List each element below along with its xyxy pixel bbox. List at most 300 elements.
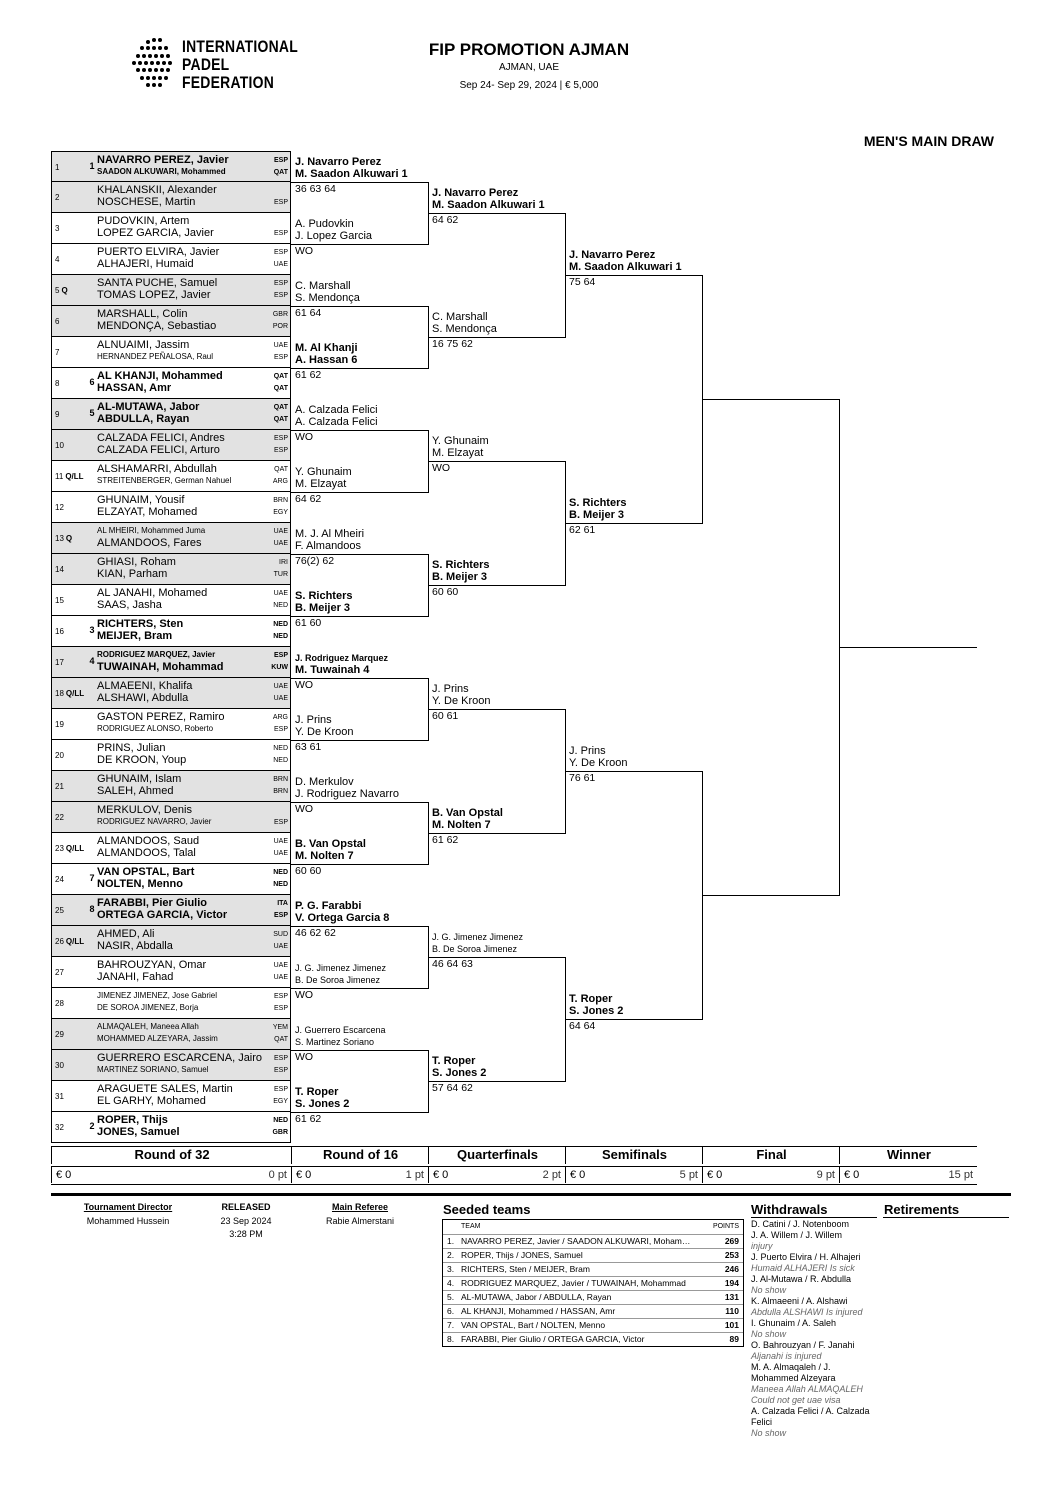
r16-winner-player-2: Y. De Kroon [295, 726, 354, 738]
player-1-country: QAT [274, 466, 288, 473]
r16-winner-player-2: J. Rodriguez Navarro [295, 788, 399, 800]
seed-rank: 7. [447, 1320, 455, 1330]
seed-rank: 2. [447, 1250, 455, 1260]
player-2-name: MENDONÇA, Sebastiao [97, 320, 217, 332]
entry-number: 18 Q/LL [55, 688, 85, 698]
withdrawal-item [751, 1230, 879, 1252]
round-header: Semifinals [565, 1147, 703, 1164]
entry-number: 9 [55, 409, 60, 419]
seed-number: 3 [89, 625, 95, 635]
seed-team: AL KHANJI, Mohammed / HASSAN, Amr [461, 1306, 616, 1316]
player-1-name: RODRIGUEZ MARQUEZ, Javier [97, 650, 216, 659]
player-2-name: EL GARHY, Mohamed [97, 1095, 206, 1107]
player-1-country: ESP [273, 157, 288, 164]
seeded-teams-title: Seeded teams [443, 1202, 531, 1217]
withdrawal-reason: Abdulla ALSHAWI Is injured [751, 1307, 863, 1317]
r16-winner-player-1: A. Calzada Felici [295, 404, 378, 416]
player-2-name: DE KROON, Youp [97, 754, 187, 766]
player-1-country: IRI [279, 559, 288, 566]
player-2-name: ALHAJERI, Humaid [97, 258, 194, 270]
player-2-country: EGY [273, 509, 288, 516]
qf-winner-player-2: B. Meijer 3 [432, 571, 488, 583]
round-header: Quarterfinals [428, 1147, 566, 1164]
r16-line [291, 182, 428, 183]
player-1-country: ESP [273, 249, 288, 256]
draw-entry [51, 585, 291, 616]
sf-winner-player-1: J. Prins [569, 745, 606, 757]
player-2-country: TUR [273, 571, 288, 578]
draw-entry [51, 523, 291, 554]
draw-entry [51, 337, 291, 368]
round-points: 2 pt [542, 1169, 561, 1181]
sf-winner-player-2: Y. De Kroon [569, 757, 628, 769]
entry-tag: Q [65, 533, 73, 543]
player-2-country: UAE [273, 974, 288, 981]
withdrawal-reason: No show [751, 1329, 787, 1339]
round-header: Final [702, 1147, 840, 1164]
player-2-country: ESP [273, 726, 288, 733]
player-1-country: ESP [273, 1086, 288, 1093]
withdrawal-names: I. Ghunaim / A. Saleh [751, 1318, 837, 1328]
draw-entry [51, 554, 291, 585]
seed-points: 89 [729, 1334, 739, 1344]
withdrawal-reason: Humaid ALHAJERI Is sick [751, 1263, 855, 1273]
player-1-name: MARSHALL, Colin [97, 308, 188, 320]
director-name: Mohammed Hussein [86, 1216, 170, 1226]
team-column-header: TEAM [461, 1223, 481, 1230]
player-2-name: TUWAINAH, Mohammad [97, 661, 224, 673]
r16-winner-player-1: M. J. Al Mheiri [295, 528, 365, 540]
seed-points: 246 [724, 1264, 739, 1274]
player-2-name: TOMAS LOPEZ, Javier [97, 289, 211, 301]
r16-winner-player-2: S. Jones 2 [295, 1098, 350, 1110]
player-1-country: ESP [273, 435, 288, 442]
qf-score: 64 62 [432, 214, 459, 226]
qf-score: WO [432, 462, 451, 474]
round-prize [839, 1167, 977, 1183]
entry-tag: Q/LL [65, 936, 85, 946]
seeded-team-row [443, 1234, 743, 1248]
entry-tag: Q/LL [65, 843, 85, 853]
draw-entry [51, 182, 291, 213]
seed-rank: 3. [447, 1264, 455, 1274]
r16-winner-player-1: J. Navarro Perez [295, 156, 382, 168]
withdrawal-names: K. Almaeeni / A. Alshawi [751, 1296, 848, 1306]
seed-team: AL-MUTAWA, Jabor / ABDULLA, Rayan [461, 1292, 612, 1302]
withdrawal-item [751, 1274, 879, 1296]
seed-number: 6 [89, 377, 95, 387]
qf-winner-player-1: B. Van Opstal [432, 807, 503, 819]
entry-tag: Q [61, 285, 68, 295]
entry-number: 16 [55, 626, 64, 636]
r16-line [291, 368, 428, 369]
org-line-1: INTERNATIONAL [182, 37, 299, 56]
draw-entry [51, 1081, 291, 1112]
withdrawal-item [751, 1219, 879, 1230]
player-2-country: ESP [273, 1067, 288, 1074]
seed-team: FARABBI, Pier Giulio / ORTEGA GARCIA, Victor [461, 1334, 645, 1344]
entry-number: 21 [55, 781, 64, 791]
player-2-name: NOLTEN, Menno [97, 878, 183, 890]
r16-line [291, 740, 428, 741]
seeded-team-row [443, 1304, 743, 1318]
seeded-team-row [443, 1276, 743, 1290]
entry-number: 24 [55, 874, 64, 884]
withdrawal-item [751, 1318, 879, 1340]
seed-points: 101 [724, 1320, 739, 1330]
withdrawal-names: J. Puerto Elvira / H. Alhajeri [751, 1252, 861, 1262]
seeded-team-row [443, 1262, 743, 1276]
seed-team: NAVARRO PEREZ, Javier / SAADON ALKUWARI, Moham… [461, 1236, 691, 1246]
director-label: Tournament Director [83, 1202, 173, 1212]
r16-winner-player-2: S. Mendonça [295, 292, 360, 304]
player-1-name: GASTON PEREZ, Ramiro [97, 711, 225, 723]
player-1-name: GUERRERO ESCARCENA, Jairo [97, 1052, 263, 1064]
player-2-name: ORTEGA GARCIA, Victor [97, 909, 228, 921]
winner-line [839, 647, 977, 648]
final-line [702, 895, 839, 896]
qf-line [428, 337, 565, 338]
player-1-name: ALNUAIMI, Jassim [97, 339, 190, 351]
player-1-name: ALMANDOOS, Saud [97, 835, 200, 847]
released-label: RELEASED [221, 1202, 271, 1212]
entry-number: 10 [55, 440, 64, 450]
seed-rank: 6. [447, 1306, 455, 1316]
player-1-name: BAHROUZYAN, Omar [97, 959, 207, 971]
seed-number: 7 [89, 873, 95, 883]
qf-winner-player-1: J. G. Jimenez Jimenez [432, 932, 524, 942]
r16-winner-player-2: M. Tuwainah 4 [295, 664, 370, 676]
player-1-country: ESP [273, 1055, 288, 1062]
entry-number: 19 [55, 719, 64, 729]
player-1-name: GHUNAIM, Islam [97, 773, 182, 785]
draw-entry [51, 1050, 291, 1081]
draw-entry [51, 1019, 291, 1050]
r16-winner-player-1: S. Richters [295, 590, 353, 602]
sf-score: 64 64 [569, 1020, 596, 1032]
qf-line [428, 585, 565, 586]
r16-line [291, 988, 428, 989]
sf-line [565, 275, 702, 276]
referee-name: Rabie Almerstani [325, 1216, 395, 1226]
qf-score: 16 75 62 [432, 338, 473, 350]
entry-number: 1 [55, 162, 60, 172]
entry-tag: Q/LL [65, 688, 85, 698]
draw-entry [51, 895, 291, 926]
entry-number: 14 [55, 564, 64, 574]
seed-rank: 1. [447, 1236, 455, 1246]
seed-points: 131 [724, 1292, 739, 1302]
round-prize [702, 1167, 839, 1183]
player-1-country: ESP [273, 280, 288, 287]
retirements-rule [883, 1217, 1009, 1218]
player-1-name: JIMENEZ JIMENEZ, Jose Gabriel [97, 991, 218, 1000]
round-points: 5 pt [679, 1169, 698, 1181]
released-time: 3:28 PM [229, 1229, 263, 1239]
seed-number: 2 [89, 1121, 95, 1131]
player-1-country: UAE [273, 838, 288, 845]
r16-winner-player-2: B. Meijer 3 [295, 602, 351, 614]
player-2-name: HASSAN, Amr [97, 382, 172, 394]
draw-entry [51, 151, 291, 182]
round-money: € 0 [433, 1169, 449, 1181]
qf-score: 61 62 [432, 834, 459, 846]
player-1-country: ARG [272, 714, 288, 721]
draw-entry [51, 399, 291, 430]
r16-line [291, 1112, 428, 1113]
draw-entry [51, 647, 291, 678]
r16-score: 36 63 64 [295, 183, 336, 195]
r16-line [291, 430, 428, 431]
sf-score: 62 61 [569, 524, 596, 536]
seeded-team-row [443, 1290, 743, 1304]
r16-score: 64 62 [295, 493, 322, 505]
player-1-country: ESP [273, 652, 288, 659]
player-1-name: AL KHANJI, Mohammed [97, 370, 223, 382]
seeded-team-row [443, 1318, 743, 1332]
withdrawal-names: O. Bahrouzyan / F. Janahi [751, 1340, 855, 1350]
round-points: 15 pt [948, 1169, 973, 1181]
qf-winner-player-2: M. Saadon Alkuwari 1 [432, 199, 545, 211]
sf-score: 76 61 [569, 772, 596, 784]
seed-number: 1 [89, 161, 95, 171]
player-2-name: ALMANDOOS, Talal [97, 847, 196, 859]
r16-winner-player-1: J. Prins [295, 714, 332, 726]
seed-team: RICHTERS, Sten / MEIJER, Bram [461, 1264, 590, 1274]
entry-number: 8 [55, 378, 60, 388]
r16-winner-player-1: M. Al Khanji [295, 342, 358, 354]
player-2-name: MOHAMMED ALZEYARA, Jassim [97, 1034, 218, 1043]
r16-score: 61 64 [295, 307, 322, 319]
player-1-name: PUERTO ELVIRA, Javier [97, 246, 220, 258]
draw-entry [51, 275, 291, 306]
qf-winner-player-2: M. Nolten 7 [432, 819, 491, 831]
round-prize [291, 1167, 428, 1183]
r16-winner-player-1: A. Pudovkin [295, 218, 354, 230]
entry-number: 15 [55, 595, 64, 605]
player-2-name: ABDULLA, Rayan [97, 413, 190, 425]
entry-number: 2 [55, 192, 60, 202]
r16-winner-player-1: P. G. Farabbi [295, 900, 362, 912]
qf-winner-player-1: Y. Ghunaim [432, 435, 489, 447]
player-2-country: NED [273, 602, 288, 609]
player-2-name: ALSHAWI, Abdulla [97, 692, 189, 704]
seed-points: 253 [724, 1250, 739, 1260]
player-2-country: POR [272, 323, 288, 330]
qf-line [428, 213, 565, 214]
round-prize [51, 1167, 291, 1183]
r16-line [291, 616, 428, 617]
withdrawal-item [751, 1362, 879, 1406]
round-money: € 0 [56, 1169, 72, 1181]
withdrawal-names: J. Al-Mutawa / R. Abdulla [751, 1274, 852, 1284]
player-2-country: GBR [272, 1129, 288, 1136]
round-points: 9 pt [816, 1169, 835, 1181]
player-1-country: NED [273, 1117, 288, 1124]
r16-line [291, 802, 428, 803]
r16-line [291, 244, 428, 245]
withdrawal-names: M. A. Almaqaleh / J. Mohammed Alzeyara [751, 1362, 836, 1383]
seed-team: VAN OPSTAL, Bart / NOLTEN, Menno [461, 1320, 606, 1330]
draw-entry [51, 368, 291, 399]
player-1-country: BRN [273, 776, 288, 783]
entry-number: 31 [55, 1091, 64, 1101]
draw-entry [51, 988, 291, 1019]
draw-entry [51, 306, 291, 337]
player-1-name: ALMAEENI, Khalifa [97, 680, 193, 692]
withdrawal-reason: No show [751, 1285, 787, 1295]
player-1-country: UAE [273, 962, 288, 969]
r16-line [291, 554, 428, 555]
r16-winner-player-2: S. Martinez Soriano [295, 1037, 375, 1047]
player-1-country: UAE [273, 342, 288, 349]
player-2-country: ESP [273, 1005, 288, 1012]
player-2-name: SALEH, Ahmed [97, 785, 174, 797]
r16-line [291, 492, 428, 493]
withdrawals-title: Withdrawals [751, 1202, 828, 1217]
withdrawal-reason: Maneea Allah ALMAQALEH Could not get uae visa [751, 1384, 863, 1405]
sf-winner-player-2: M. Saadon Alkuwari 1 [569, 261, 682, 273]
org-line-2: PADEL [182, 55, 230, 74]
r16-score: 61 62 [295, 369, 322, 381]
sf-winner-player-1: J. Navarro Perez [569, 249, 656, 261]
rounds-top-line [51, 1146, 977, 1147]
qf-line [428, 709, 565, 710]
player-2-name: JANAHI, Fahad [97, 971, 174, 983]
sf-score: 75 64 [569, 276, 596, 288]
draw-entry [51, 244, 291, 275]
round-money: € 0 [296, 1169, 312, 1181]
round-points: 0 pt [268, 1169, 287, 1181]
player-2-name: KIAN, Parham [97, 568, 168, 580]
qf-winner-player-2: M. Elzayat [432, 447, 484, 459]
r16-winner-player-2: B. De Soroa Jimenez [295, 975, 381, 985]
seed-team: ROPER, Thijs / JONES, Samuel [461, 1250, 583, 1260]
qf-winner-player-2: Y. De Kroon [432, 695, 491, 707]
player-1-name: AL MHEIRI, Mohammed Juma [97, 526, 206, 535]
retirements-title: Retirements [884, 1202, 960, 1217]
round-header: Round of 32 [51, 1147, 292, 1164]
player-1-name: PRINS, Julian [97, 742, 166, 754]
qf-winner-player-2: S. Mendonça [432, 323, 497, 335]
r16-score: WO [295, 679, 314, 691]
qf-line [428, 957, 565, 958]
entry-number: 13 Q [55, 533, 73, 543]
tournament-location: AJMAN, UAE [498, 62, 559, 73]
player-2-name: LOPEZ GARCIA, Javier [97, 227, 214, 239]
draw-entry [51, 461, 291, 492]
r16-line [291, 678, 428, 679]
entry-number: 12 [55, 502, 64, 512]
sf-winner-player-2: B. Meijer 3 [569, 509, 625, 521]
withdrawals-list [751, 1219, 879, 1439]
seeded-table-header [443, 1220, 743, 1234]
r16-score: WO [295, 245, 314, 257]
withdrawal-reason: injury [751, 1241, 773, 1251]
qf-score: 57 64 62 [432, 1082, 473, 1094]
draw-entry [51, 430, 291, 461]
player-1-name: PUDOVKIN, Artem [97, 215, 190, 227]
player-1-name: MERKULOV, Denis [97, 804, 192, 816]
withdrawals-rule [751, 1217, 877, 1218]
r16-score: 46 62 62 [295, 927, 336, 939]
player-2-name: MEIJER, Bram [97, 630, 173, 642]
r16-score: WO [295, 803, 314, 815]
r16-score: 61 62 [295, 1113, 322, 1125]
player-2-country: NED [273, 881, 288, 888]
draw-entry [51, 1112, 291, 1143]
entry-number: 28 [55, 998, 64, 1008]
player-1-country: NED [273, 621, 288, 628]
qf-score: 46 64 63 [432, 958, 473, 970]
r16-score: 76(2) 62 [295, 555, 335, 567]
player-1-country: QAT [273, 373, 288, 380]
entry-number: 27 [55, 967, 64, 977]
points-column-header: POINTS [712, 1223, 739, 1230]
draw-entry [51, 926, 291, 957]
qf-score: 60 61 [432, 710, 459, 722]
r16-winner-player-2: A. Hassan 6 [295, 354, 358, 366]
sf-winner-player-1: S. Richters [569, 497, 627, 509]
player-2-name: SAAS, Jasha [97, 599, 162, 611]
player-2-country: ARG [272, 478, 288, 485]
draw-name: MEN'S MAIN DRAW [863, 133, 994, 149]
withdrawal-item [751, 1252, 879, 1274]
round-header: Winner [839, 1147, 978, 1164]
seed-number: 5 [89, 408, 95, 418]
sf-winner-player-1: T. Roper [569, 993, 613, 1005]
r16-winner-player-2: M. Nolten 7 [295, 850, 354, 862]
tournament-title: FIP PROMOTION AJMAN [428, 40, 630, 59]
r16-winner-player-1: J. G. Jimenez Jimenez [295, 963, 387, 973]
r16-line [291, 864, 428, 865]
player-2-country: NED [273, 757, 288, 764]
seeded-team-row [443, 1248, 743, 1262]
player-2-name: SAADON ALKUWARI, Mohammed [97, 167, 226, 176]
player-2-name: RODRIGUEZ NAVARRO, Javier [97, 817, 212, 826]
player-1-country: YEM [272, 1024, 288, 1031]
entry-tag: Q/LL [65, 471, 84, 481]
player-2-name: DE SOROA JIMENEZ, Borja [97, 1003, 199, 1012]
seed-rank: 8. [447, 1334, 455, 1344]
player-1-country: GBR [272, 311, 288, 318]
player-1-name: KHALANSKII, Alexander [97, 184, 217, 196]
draw-entry [51, 616, 291, 647]
player-2-country: UAE [273, 695, 288, 702]
player-2-country: QAT [273, 385, 288, 392]
released-date: 23 Sep 2024 [220, 1216, 272, 1226]
player-1-name: FARABBI, Pier Giulio [97, 897, 208, 909]
r16-winner-player-2: J. Lopez Garcia [295, 230, 373, 242]
r16-winner-player-1: J. Rodriguez Marquez [295, 653, 389, 663]
player-2-country: ESP [273, 819, 288, 826]
entry-number: 7 [55, 347, 60, 357]
player-1-country: BRN [273, 497, 288, 504]
round-money: € 0 [707, 1169, 723, 1181]
entry-number: 3 [55, 223, 60, 233]
entry-number: 26 Q/LL [55, 936, 85, 946]
r16-winner-player-2: M. Elzayat [295, 478, 347, 490]
r16-score: WO [295, 989, 314, 1001]
player-2-country: UAE [273, 540, 288, 547]
withdrawal-item [751, 1296, 879, 1318]
qf-winner-player-1: C. Marshall [432, 311, 488, 323]
player-1-country: ESP [273, 993, 288, 1000]
r16-winner-player-2: A. Calzada Felici [295, 416, 378, 428]
player-1-name: GHIASI, Roham [97, 556, 176, 568]
player-2-country: ESP [273, 912, 288, 919]
entry-number: 23 Q/LL [55, 843, 85, 853]
